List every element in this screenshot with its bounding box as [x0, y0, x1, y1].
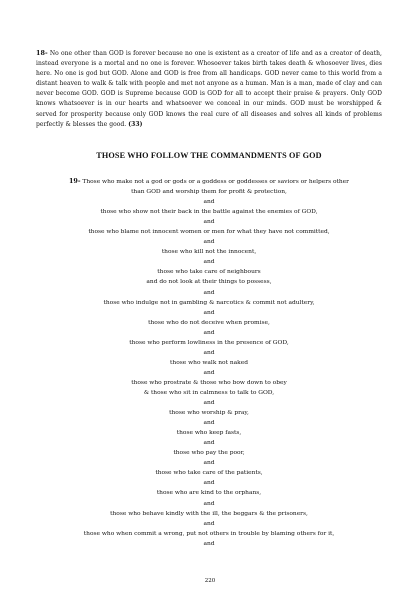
conjunction-line: and	[203, 460, 215, 467]
conjunction-line: and	[203, 540, 215, 547]
paragraph-line: those who take care of the patients,	[155, 470, 263, 477]
paragraph-18	[36, 48, 382, 130]
paragraph-line: those who indulge not in gambling & narcotics & commit not adultery,	[103, 299, 315, 306]
paragraph-line: those who are kind to the orphans,	[156, 490, 262, 497]
paragraph-line: those who perform lowliness in the presence of GOD,	[129, 339, 289, 346]
paragraph-line: those who show not their back in the battle against the enemies of GOD,	[100, 209, 318, 216]
paragraph-line: those who when commit a wrong, put not others in trouble by blaming others for it,	[83, 530, 335, 537]
page-number: 220	[204, 578, 216, 584]
paragraph-line: those who worship & pray,	[169, 410, 249, 417]
paragraph-number: 19-	[68, 177, 81, 185]
conjunction-line: and	[203, 329, 215, 336]
conjunction-line: and	[203, 199, 215, 206]
conjunction-line: and	[203, 440, 215, 447]
paragraph-reference: (33)	[128, 120, 143, 128]
paragraph-line: those who keep fasts,	[176, 430, 242, 437]
paragraph-line: those who behave kindly with the ill, the beggars & the prisoners,	[110, 510, 308, 517]
conjunction-line: and	[203, 219, 215, 226]
paragraph-text: No one other than GOD is forever because no one is existent as a creator of life and as a creator of death, instead everyone is a mortal and no one is forever. Whosoever takes birth takes death & whosoever lives, dies here. No one is god but GOD. Alone and GOD is free from all handicaps. GOD never came to this world from a distant heaven to walk & talk with people and met not anyone as a human. Man is a man, made of clay and can never become GOD. GOD is Supreme because GOD is GOD for all to accept their praise & prayers. Only GOD knows whatsoever is in our hearts and whatsoever we conceal in our minds. GOD must be worshipped & served for prosperity because only GOD knows the real cure of all diseases and solves all kinds of problems perfectly & blesses the good.	[36, 50, 382, 128]
paragraph-19	[36, 176, 382, 549]
paragraph-line: those who take care of neighbours	[157, 269, 261, 276]
paragraph-line: those who do not deceive when promise,	[148, 319, 270, 326]
paragraph-line: than GOD and worship them for profit & protection,	[131, 189, 287, 196]
paragraph-line: and do not look at their things to possess,	[146, 279, 272, 286]
paragraph-number: 18-	[36, 49, 48, 57]
paragraph-line: those who pay the poor,	[173, 450, 245, 457]
conjunction-line: and	[203, 520, 215, 527]
conjunction-line: and	[203, 309, 215, 316]
conjunction-line: and	[203, 349, 215, 356]
paragraph-line: those who walk not naked	[170, 359, 248, 366]
conjunction-line: and	[203, 480, 215, 487]
conjunction-line: and	[203, 369, 215, 376]
conjunction-line: and	[203, 500, 215, 507]
section-heading: THOSE WHO FOLLOW THE COMMANDMENTS OF GOD	[96, 151, 322, 160]
conjunction-line: and	[203, 420, 215, 427]
paragraph-line: those who kill not the innocent,	[161, 249, 257, 256]
conjunction-line: and	[203, 400, 215, 407]
paragraph-first-line	[36, 176, 382, 187]
conjunction-line: and	[203, 239, 215, 246]
paragraph-line: & those who sit in calmness to talk to GOD,	[143, 389, 275, 396]
conjunction-line: and	[203, 259, 215, 266]
paragraph-line-text: Those who make not a god or gods or a goddess or goddesses or saviors or helpers other	[82, 179, 349, 185]
paragraph-line: those who prostrate & those who bow down to obey	[131, 379, 287, 386]
paragraph-line: those who blame not innocent women or men for what they have not committed,	[88, 229, 330, 236]
conjunction-line: and	[203, 289, 215, 296]
